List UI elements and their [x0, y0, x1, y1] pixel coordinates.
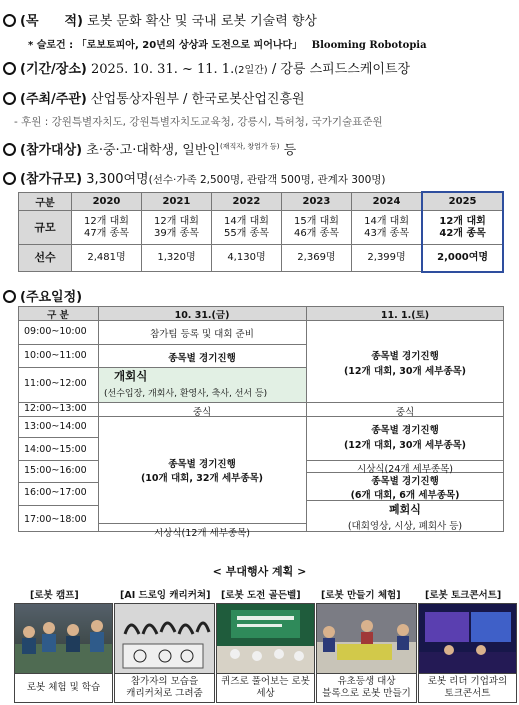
host-text: 산업통상자원부 / 한국로봇산업진흥원 [91, 92, 305, 107]
purpose-label: (목 적) [20, 14, 83, 29]
stats-header-cell: 구분 [19, 192, 72, 211]
bullet-icon [3, 290, 16, 303]
robot-making-image [317, 604, 416, 674]
stats-cell-line: 39개 종목 [154, 227, 199, 239]
schedule-header-cell: 11. 1.(토) [380, 310, 430, 321]
ai-drawing-image [115, 604, 214, 674]
event-caption-text: 블록으로 로봇 만들기 [322, 688, 411, 699]
lunch-cell: 중식 [192, 407, 212, 418]
stats-row-label: 선수 [19, 245, 72, 272]
bullet-icon [3, 172, 16, 185]
stats-header-cell: 2022 [211, 192, 281, 211]
stats-cell: 2,000여명 [422, 245, 503, 272]
event-caption [14, 673, 113, 703]
stats-header-cell: 2020 [72, 192, 142, 211]
event-label: [로봇 도전 골든벨] [221, 590, 301, 601]
target-line [20, 139, 296, 158]
stats-row-label: 규모 [19, 211, 72, 245]
event-label: [로봇 만들기 체험] [321, 590, 401, 601]
stats-cell [211, 211, 281, 245]
bullet-icon [3, 62, 16, 75]
scale-text: 3,300여명 [86, 172, 149, 187]
stats-cell: 2,399명 [351, 245, 422, 272]
stats-cell: 2,369명 [281, 245, 351, 272]
robot-making-photo [316, 603, 417, 675]
scale-label: (참가규모) [20, 172, 83, 187]
purpose-line [20, 10, 317, 29]
time-cell: 12:00~13:00 [24, 403, 87, 414]
golden-bell-image [217, 604, 314, 674]
time-cell: 14:00~15:00 [24, 444, 87, 455]
robot-camp-image [15, 604, 112, 674]
competition-detail: (12개 대회, 30개 세부종목) [343, 440, 467, 451]
time-cell: 15:00~16:00 [24, 465, 87, 476]
stats-cell-line: 14개 대회 [224, 215, 269, 227]
time-cell: 09:00~10:00 [24, 326, 87, 337]
stats-scale-row [19, 211, 504, 245]
bullet-icon [3, 92, 16, 105]
purpose-text: 로봇 문화 확산 및 국내 로봇 기술력 향상 [87, 14, 317, 29]
stats-header-cell: 2023 [281, 192, 351, 211]
stats-cell-line: 12개 대회 [84, 215, 129, 227]
host-line [20, 88, 305, 107]
bullet-icon [3, 143, 16, 156]
period-text: 2025. 10. 31. ~ 11. 1. [91, 62, 235, 77]
target-label: (참가대상) [20, 143, 83, 158]
stats-cell-line: 43개 종목 [364, 227, 409, 239]
opening-detail: (선수입장, 개회사, 환영사, 축사, 선서 등) [104, 389, 268, 399]
target-note: (재직자, 창업가 등) [219, 142, 280, 151]
competition-cell: 종목별 경기진행 [371, 351, 439, 362]
stats-cell-line: 12개 대회 [439, 215, 486, 227]
event-caption-text: 로봇 리더 기업과의 [427, 676, 508, 687]
competition-detail: (10개 대회, 32개 세부종목) [140, 473, 264, 484]
award-cell: 시상식(12개 세부종목) [154, 528, 250, 539]
event-caption-text: 캐리커처로 그려줌 [126, 688, 203, 699]
robot-camp-photo [14, 603, 113, 675]
competition-cell: 종목별 경기진행 [168, 459, 236, 470]
event-caption [114, 673, 215, 703]
talk-concert-photo [418, 603, 517, 675]
event-caption [216, 673, 315, 703]
slogan-label: * 슬로건 : [28, 40, 74, 51]
schedule-header-cell: 구 분 [47, 310, 69, 321]
period-line [20, 58, 410, 77]
event-caption-text: 참가자의 모습을 [130, 676, 199, 687]
target-text: 초·중·고·대학생, 일반인 [86, 143, 220, 158]
bullet-icon [3, 14, 16, 27]
award-cell: 시상식(24개 세부종목) [357, 464, 453, 475]
slogan-text: 「로보토피아, 20년의 상상과 도전으로 피어나다」 [76, 40, 303, 51]
event-caption-text: 세상 [256, 688, 275, 699]
event-caption [418, 673, 517, 703]
scale-line [20, 168, 386, 187]
ai-drawing-photo [114, 603, 215, 675]
event-label: [로봇 토크콘서트] [425, 590, 502, 601]
schedule-label: (주요일정) [20, 290, 83, 305]
golden-bell-photo [216, 603, 315, 675]
stats-cell: 1,320명 [141, 245, 211, 272]
stats-cell [141, 211, 211, 245]
stats-table [18, 191, 504, 273]
time-cell: 10:00~11:00 [24, 350, 87, 361]
stats-cell-line: 55개 종목 [224, 227, 269, 239]
schedule-line [20, 286, 82, 305]
stats-cell [351, 211, 422, 245]
scale-detail: (선수·가족 2,500명, 관람객 500명, 관계자 300명) [148, 174, 386, 186]
side-events-title: < 부대행사 계획 > [212, 565, 307, 578]
event-label: [로봇 캠프] [30, 590, 79, 601]
stats-cell-line: 12개 대회 [154, 215, 199, 227]
time-cell: 11:00~12:00 [24, 378, 87, 389]
registration-cell: 참가팀 등록 및 대회 준비 [150, 329, 254, 340]
sponsor-line: - 후원 : 강원특별자치도, 강원특별자치도교육청, 강릉시, 특허청, 국가기술표준원 [14, 116, 383, 128]
stats-header-cell: 2021 [141, 192, 211, 211]
period-note: (2일간) [234, 65, 268, 76]
event-caption-text: 토크콘서트 [444, 688, 491, 699]
schedule-header-cell: 10. 31.(금) [174, 310, 230, 321]
competition-cell: 종목별 경기진행 [168, 353, 236, 364]
slogan-line [28, 36, 427, 51]
lunch-cell: 중식 [395, 407, 415, 418]
closing-ceremony-cell: 폐회식 [389, 503, 421, 516]
period-place: / 강릉 스피드스케이트장 [271, 62, 411, 77]
stats-cell-line: 42개 종목 [439, 227, 486, 239]
competition-cell: 종목별 경기진행 [371, 425, 439, 436]
host-label: (주최/주관) [20, 92, 87, 107]
opening-ceremony-cell: 개회식 [114, 369, 148, 383]
event-caption-text: 유초등생 대상 [337, 676, 396, 687]
target-tail: 등 [283, 143, 297, 158]
competition-detail: (12개 대회, 30개 세부종목) [343, 366, 467, 377]
stats-cell [281, 211, 351, 245]
stats-header-cell: 2024 [351, 192, 422, 211]
event-caption-text: 퀴즈로 풀어보는 로봇 [221, 676, 310, 687]
talk-concert-image [419, 604, 516, 674]
stats-cell-line: 46개 종목 [294, 227, 339, 239]
event-caption-text: 로봇 체험 및 학습 [26, 682, 101, 693]
stats-cell-line: 47개 종목 [84, 227, 129, 239]
stats-players-row [19, 245, 504, 272]
stats-cell: 2,481명 [72, 245, 142, 272]
time-cell: 17:00~18:00 [24, 514, 87, 525]
stats-header-row [19, 192, 504, 211]
event-caption [316, 673, 417, 703]
slogan-en: Blooming Robotopia [311, 40, 427, 51]
time-cell: 13:00~14:00 [24, 421, 87, 432]
schedule-table [18, 306, 504, 539]
competition-detail: (6개 대회, 6개 세부종목) [350, 490, 460, 501]
stats-cell [72, 211, 142, 245]
stats-cell-line: 15개 대회 [294, 215, 339, 227]
closing-detail: (대회영상, 시상, 폐회사 등) [347, 521, 463, 532]
stats-cell-line: 14개 대회 [364, 215, 409, 227]
time-cell: 16:00~17:00 [24, 487, 87, 498]
event-label: [AI 드로잉 캐리커쳐] [120, 590, 211, 601]
stats-header-cell: 2025 [422, 192, 503, 211]
stats-cell: 4,130명 [211, 245, 281, 272]
period-label: (기간/장소) [20, 62, 87, 77]
stats-cell [422, 211, 503, 245]
competition-cell: 종목별 경기진행 [371, 476, 439, 487]
